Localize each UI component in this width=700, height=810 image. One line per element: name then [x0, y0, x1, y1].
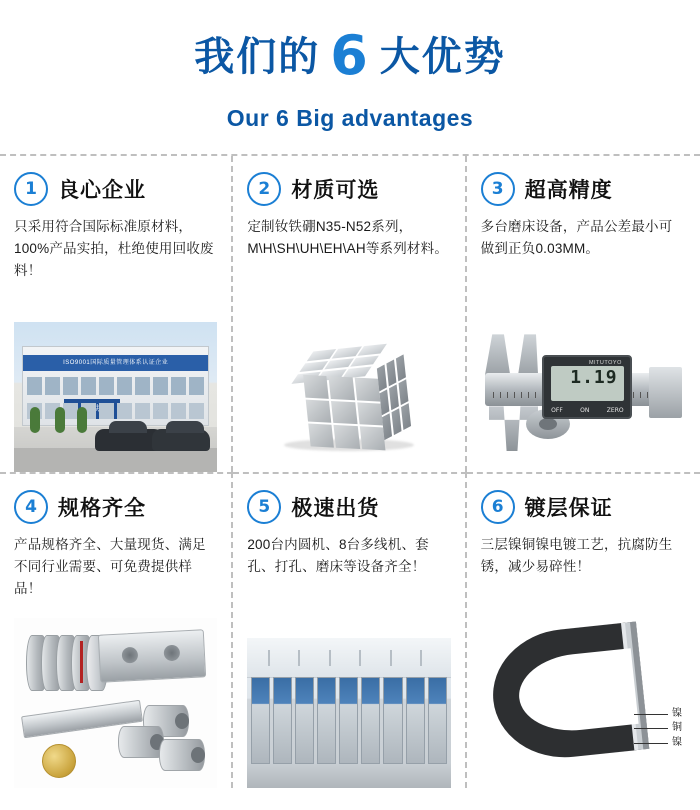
badge-number-3: 3 — [481, 172, 515, 206]
advantage-desc-4: 产品规格齐全、大量现货、满足不同行业需要、可免费提供样品！ — [14, 537, 206, 597]
machine-unit — [273, 677, 292, 764]
title-number: 6 — [330, 24, 370, 87]
coating-layers-diagram — [481, 618, 686, 788]
car-icon — [152, 429, 210, 451]
advantage-image-6 — [481, 618, 686, 788]
caliper-thumb-roller — [649, 367, 682, 418]
factory-machines-photo — [247, 638, 450, 788]
advantage-caption-4 — [14, 490, 217, 524]
advantage-image-5 — [247, 638, 450, 788]
factory-windows-row2 — [27, 403, 204, 419]
title-prefix: 我们的 — [194, 35, 321, 79]
factory-facade — [22, 346, 209, 426]
cube-front-face — [303, 375, 385, 451]
magnet-cube-photo — [247, 322, 450, 472]
badge-number-6: 6 — [481, 490, 515, 524]
digital-caliper-photo — [481, 322, 686, 472]
poster-header — [0, 0, 700, 132]
caliper-button-zero: ZERO — [606, 406, 624, 414]
machine-unit — [361, 677, 380, 764]
caliper-lcd-value: 1.19 — [551, 366, 623, 401]
machine-unit — [428, 677, 447, 764]
advantage-caption-2 — [247, 172, 450, 206]
page-subtitle: Our 6 Big advantages — [226, 105, 474, 132]
arc-magnet-cross-section — [487, 621, 650, 764]
caliper-button-off: OFF — [551, 406, 563, 414]
advantage-image-1 — [14, 322, 217, 472]
machine-unit — [383, 677, 402, 764]
machine-unit — [295, 677, 314, 764]
layer-label-row — [634, 707, 682, 722]
machine-unit — [317, 677, 336, 764]
ring-magnet — [118, 726, 164, 758]
layer-label-3: 镍 — [671, 736, 682, 748]
layer-label-row — [634, 721, 682, 736]
advantage-card-6 — [467, 472, 700, 788]
machine-row — [251, 677, 446, 764]
advantage-card-4 — [0, 472, 233, 788]
reference-coin — [42, 744, 76, 778]
advantage-image-4 — [14, 618, 217, 788]
machine-unit — [339, 677, 358, 764]
advantage-card-3 — [467, 156, 700, 472]
advantage-title-2: 材质可选 — [291, 179, 380, 203]
caliper-brand-label: MITUTOYO — [588, 359, 622, 366]
factory-banner — [23, 355, 208, 371]
advantage-desc-1: 只采用符合国际标准原材料，100%产品实拍，杜绝使用回收废料！ — [14, 219, 214, 279]
layer-label-2: 铜 — [671, 722, 682, 734]
advantage-title-1: 良心企业 — [58, 179, 146, 203]
advantage-card-5 — [233, 472, 466, 788]
advantage-desc-6: 三层镍铜镍电镀工艺，抗腐防生锈，减少易碎性！ — [480, 537, 673, 575]
workshop-ceiling — [247, 638, 450, 678]
countersunk-hole — [122, 647, 139, 664]
caliper-button-on: ON — [580, 406, 590, 414]
machine-unit — [406, 677, 425, 764]
badge-number-2: 2 — [247, 172, 281, 206]
badge-number-4: 4 — [14, 490, 48, 524]
advantage-image-3 — [481, 322, 686, 472]
layer-label-row — [634, 736, 682, 751]
title-suffix: 大优势 — [379, 35, 506, 79]
leader-line — [634, 743, 668, 744]
tree-icon — [55, 407, 65, 433]
advantage-title-5: 极速出货 — [291, 497, 380, 521]
advantage-card-1 — [0, 156, 233, 472]
factory-road — [14, 448, 217, 472]
workshop-floor — [247, 764, 450, 788]
advantage-caption-5 — [247, 490, 450, 524]
countersunk-hole — [164, 645, 181, 662]
advantage-caption-6 — [481, 490, 686, 524]
machine-unit — [251, 677, 270, 764]
advantage-desc-2: 定制钕铁硼N35-N52系列，M\H\SH\UH\EH\AH等系列材料。 — [247, 219, 449, 257]
factory-building-photo — [14, 322, 217, 472]
advantage-title-6: 镀层保证 — [524, 497, 613, 521]
countersunk-block-magnet — [98, 629, 206, 682]
tree-icon — [77, 407, 87, 433]
advantage-title-4: 规格齐全 — [58, 497, 146, 521]
coating-layer-labels — [634, 707, 682, 751]
assorted-magnets-photo — [14, 618, 217, 788]
advantage-desc-3: 多台磨床设备，产品公差最小可做到正负0.03MM。 — [480, 219, 673, 257]
advantage-title-3: 超高精度 — [524, 179, 613, 203]
tree-icon — [30, 407, 40, 433]
badge-number-5: 5 — [247, 490, 281, 524]
caliper-upper-jaw — [485, 334, 538, 376]
page-title — [0, 26, 700, 85]
layer-label-1: 镍 — [671, 707, 682, 719]
disc-magnet-stack — [26, 635, 108, 691]
badge-number-1: 1 — [14, 172, 48, 206]
advantage-desc-5: 200台内圆机、8台多线机、套孔、打孔、磨床等设备齐全！ — [247, 537, 429, 575]
leader-line — [634, 728, 668, 729]
ring-magnet — [159, 739, 205, 771]
leader-line — [634, 714, 668, 715]
magnet-cube — [285, 344, 413, 456]
caliper-display-housing — [542, 355, 632, 419]
factory-windows-row1 — [27, 377, 204, 395]
caliper-buttons — [551, 407, 623, 414]
advantages-grid — [0, 154, 700, 788]
advantage-card-2 — [233, 156, 466, 472]
red-marker-stripe — [80, 641, 83, 683]
advantage-image-2 — [247, 322, 450, 472]
advantage-caption-3 — [481, 172, 686, 206]
factory-banner-text: ISO9001国际质量管理体系认证企业 — [63, 360, 169, 367]
advantage-caption-1 — [14, 172, 217, 206]
